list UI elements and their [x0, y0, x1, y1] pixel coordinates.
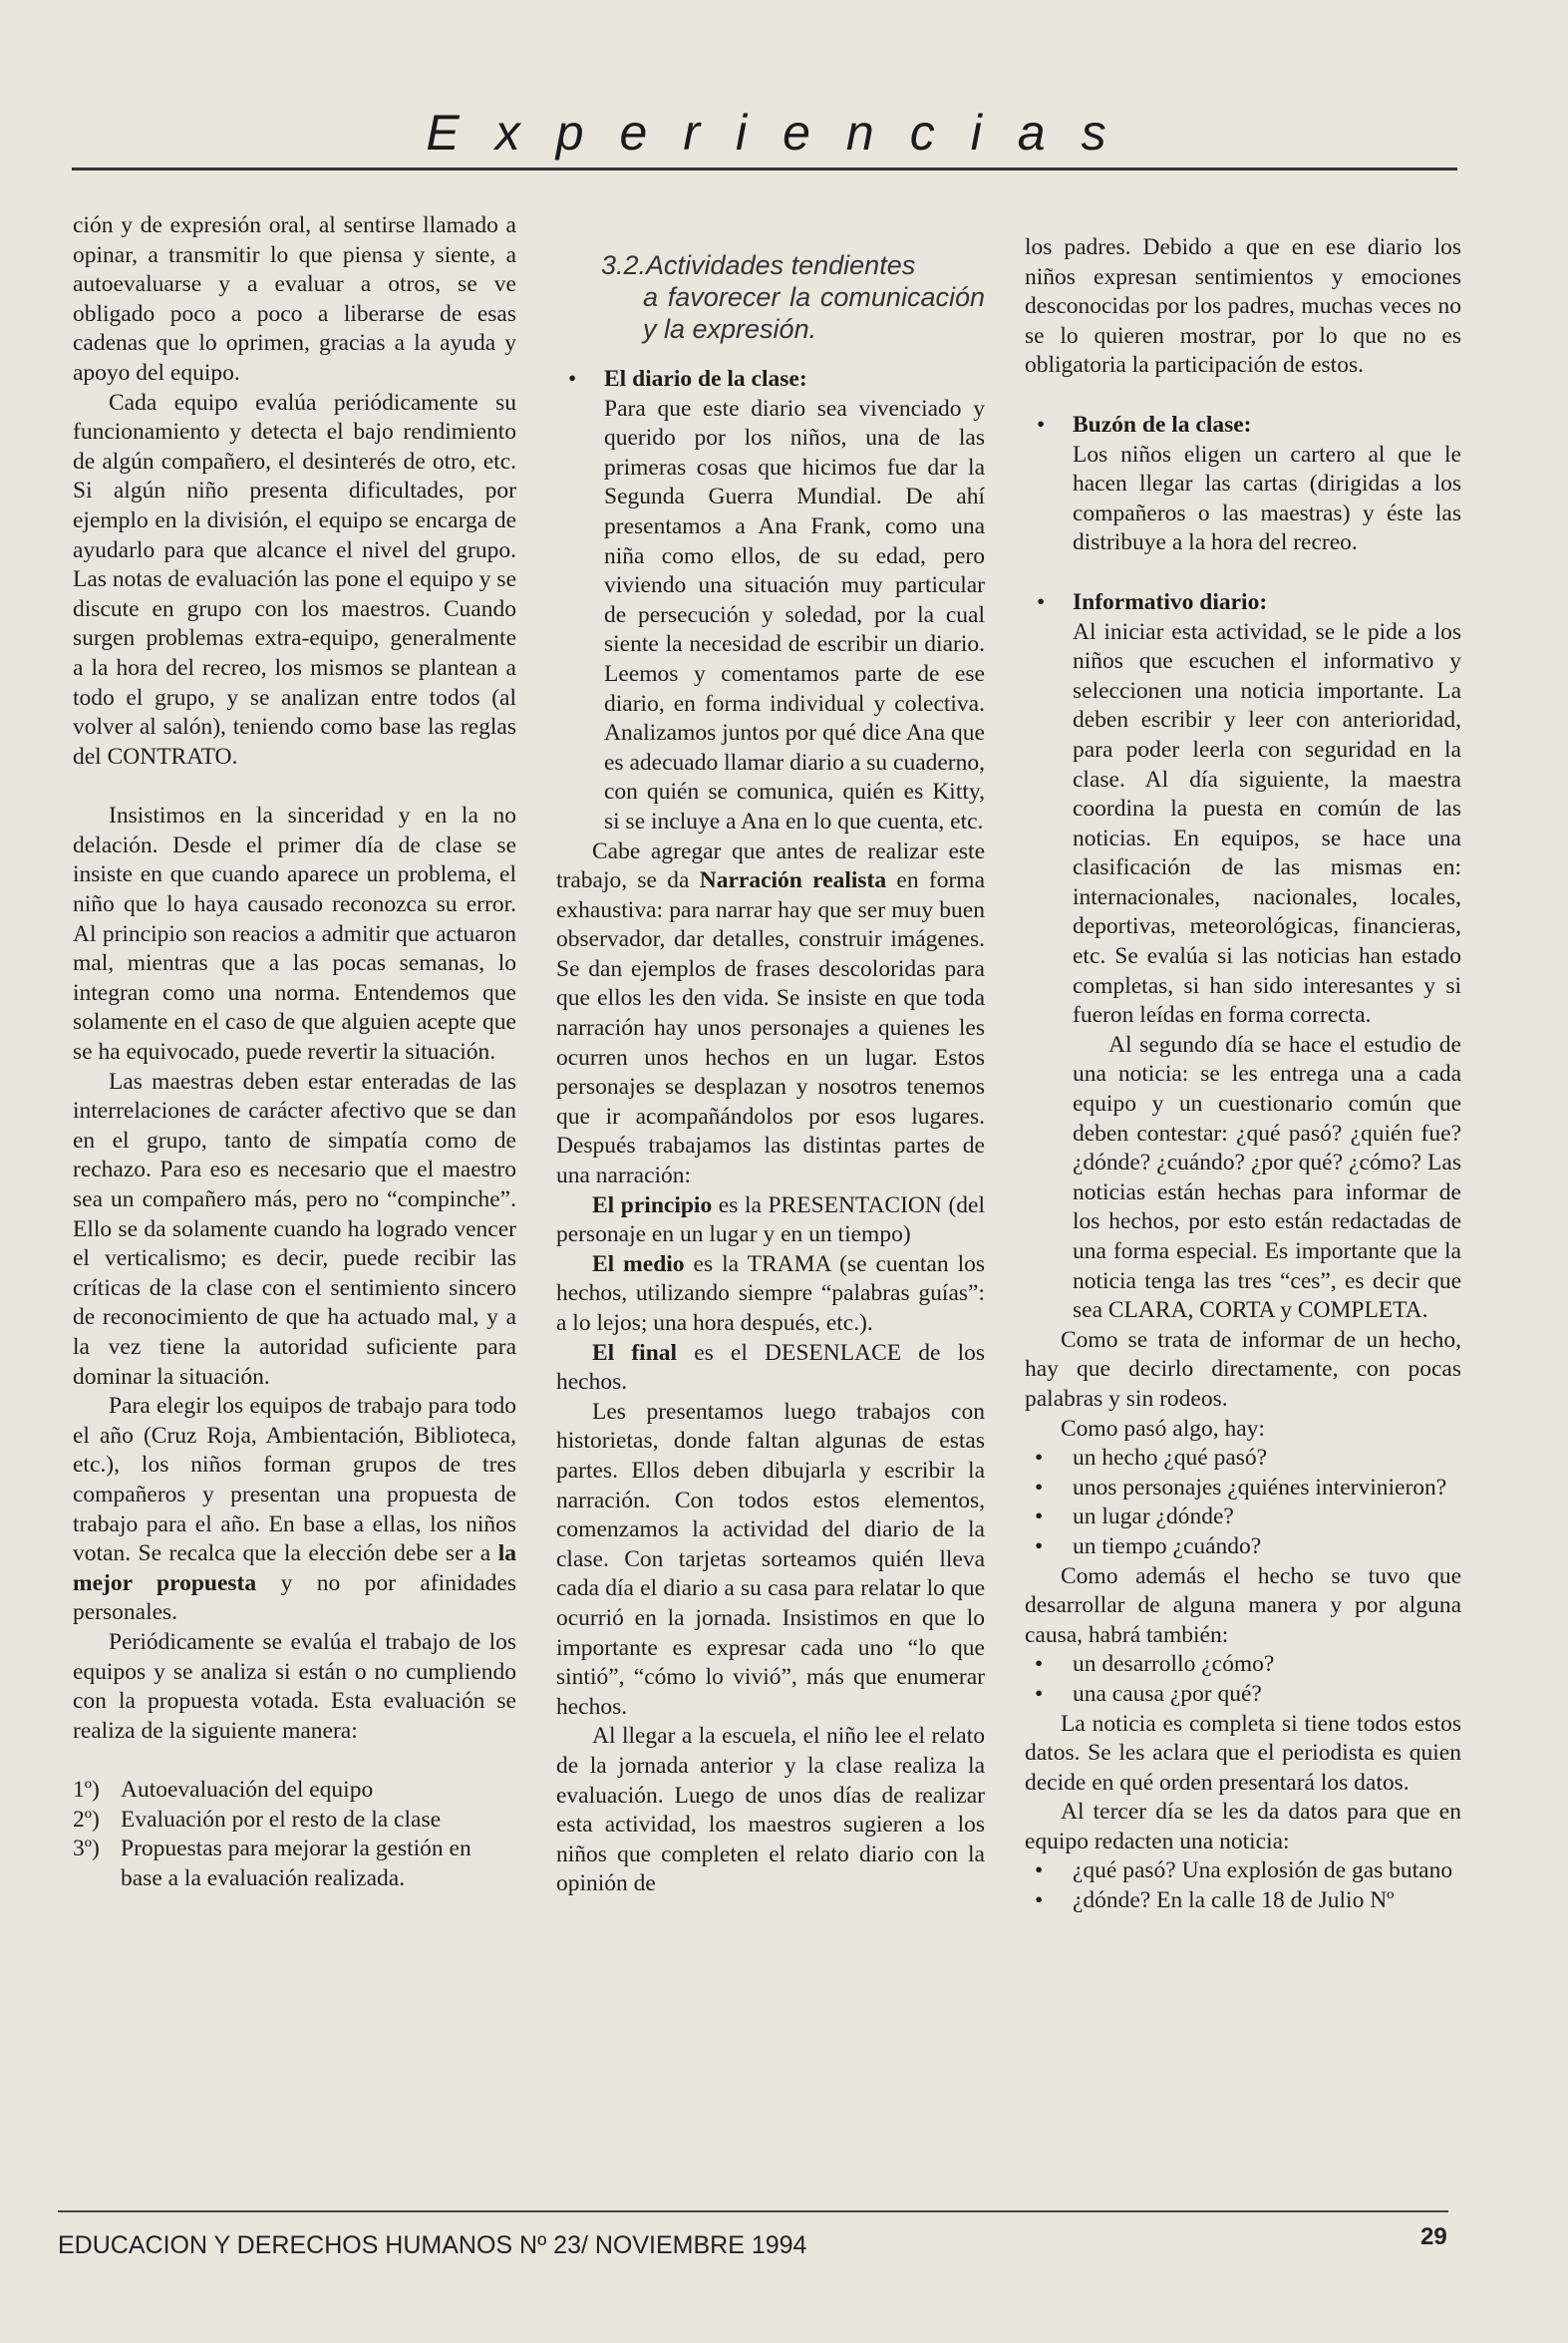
list-item: • una causa ¿por qué? — [1035, 1680, 1262, 1707]
paragraph: Al segundo día se hace el estudio de una noticia: se les entrega una a cada equipo y un cuestionario común que deben contestar: ¿qué pasó? ¿quién fue? ¿dónde? ¿cuándo? ¿por qué? ¿cómo? Las noticias están hechas para informar de los hechos, por esto están redactadas de una forma especial. Es importante que la noticia tenga las tres “ces”, es decir que sea CLARA, CORTA y COMPLETA. — [1073, 1031, 1461, 1324]
list-item: • un lugar ¿dónde? — [1035, 1504, 1234, 1530]
paragraph: Para elegir los equipos de trabajo para todo el año (Cruz Roja, Ambientación, Biblioteca, etc.), los niños forman grupos de tres compañeros y presentan una propuesta de trabajo para el año. En base a ellas, los niños votan. Se recalca que la elección debe ser a la mejor propuesta y no por afinidades personales. — [73, 1393, 516, 1626]
emphasis: la mejor propuesta — [73, 1540, 516, 1596]
paragraph: El principio es la PRESENTACION (del personaje en un lugar y en un tiempo) — [556, 1191, 985, 1248]
list-item: • unos personajes ¿quiénes intervinieron? — [1035, 1474, 1447, 1501]
paragraph: Para que este diario sea vivenciado y querido por los niños, una de las primeras cosas que hicimos fue dar la Segunda Guerra Mundial. De ahí presentamos a Ana Frank, como una niña como ellos, de su edad, pero viviendo una situación muy particular de persecución y soledad, por la cual siente la necesidad de escribir un diario. Leemos y comentamos parte de ese diario, en forma individual y colectiva. Analizamos juntos por qué dice Ana que es adecuado llamar diario a su cuaderno, con quién se comunica, quién es Kitty, si se incluye a Ana en lo que cuenta, etc. — [604, 395, 985, 835]
paragraph: El medio es la TRAMA (se cuentan los hechos, utilizando siempre “palabras guías”: a lo lejos; una hora después, etc.). — [556, 1250, 986, 1336]
paragraph: Al iniciar esta actividad, se le pide a los niños que escuchen el informativo y seleccionen una noticia importante. La deben escribir y leer con anterioridad, para poder leerla con seguridad en la clase. Al día siguiente, la maestra coordina la puesta en común de las noticias. En equipos, se hace una clasificación de las mismas en: internacionales, nacionales, locales, deportivas, meteorológicas, financieras, etc. Se evalúa si las noticias han estado completas, si han sido interesantes y si fueron leídas en forma correcta. — [1073, 618, 1461, 1029]
list-item: • un tiempo ¿cuándo? — [1035, 1532, 1262, 1559]
paragraph: Cabe agregar que antes de realizar este trabajo, se da Narración realista en forma exhaustiva: para narrar hay que ser muy buen observador, dar detalles, construir imágenes. Se dan ejemplos de frases descoloridas para que ellos les den vida. Se insiste en que toda narración hay unos personajes a quienes les ocurren unos hechos en un lugar. Estos personajes se desplazan y nosotros tenemos que ir acompañándolos por esos lugares. Después trabajamos las distintas partes de una narración: — [556, 837, 985, 1189]
column-1 — [73, 211, 516, 1894]
column-3 — [1025, 233, 1461, 1916]
column-2 — [556, 249, 985, 1899]
paragraph: Las maestras deben estar enteradas de las interrelaciones de carácter afectivo que se dan en el grupo, tanto de simpatía como de rechazo. Para eso es necesario que el maestro sea un compañero más, pero no “compinche”. Ello se da solamente cuando ha logrado vencer el verticalismo; es decir, puede recibir las críticas de la clase con el sentimiento sincero de reconocimiento de que ha actuado mal, y a la vez tiene la autoridad suficiente para dominar la situación. — [73, 1068, 516, 1390]
paragraph: ción y de expresión oral, al sentirse llamado a opinar, a transmitir lo que piensa y siente, a autoevaluarse y a evaluar a otros, se ve obligado poco a poco a liberarse de esas cadenas que lo oprimen, gracias a la ayuda y apoyo del equipo. — [73, 212, 516, 386]
paragraph: Los niños eligen un cartero al que le hacen llegar las cartas (dirigidas a los compañeros o las maestras) y éste las distribuye a la hora del recreo. — [1073, 441, 1461, 556]
paragraph: Insistimos en la sinceridad y en la no delación. Desde el primer día de clase se insiste en que cuando aparece un problema, el niño que lo haya causado reconozca su error. Al principio son reacios a admitir que actuaron mal, mientras que a las pocas semanas, lo integran como una norma. Entendemos que solamente en el caso de que alguien acepte que se ha equivocado, puede revertir la situación. — [73, 803, 516, 1066]
paragraph: Como además el hecho se tuvo que desarrollar de alguna manera y por alguna causa, habrá también: — [1025, 1562, 1461, 1648]
paragraph: Cada equipo evalúa periódicamente su funcionamiento y detecta el bajo rendimiento de algún compañero, el desinterés de otro, etc. Si algún niño presenta dificultades, por ejemplo en la división, el equipo se encarga de ayudarlo para que alcance el nivel del grupo. Las notas de evaluación las pone el equipo y se discute en grupo con los maestros. Cuando surgen problemas extra-equipo, generalmente a la hora del recreo, los mismos se plantean a todo el grupo, y se analizan entre todos (al volver al salón), teniendo como base las reglas del CONTRATO. — [73, 389, 516, 770]
list-item: 1º) Autoevaluación del equipo — [73, 1777, 374, 1804]
list-item: • Informativo diario: Al iniciar esta actividad, se le pide a los niños que escuchen el informativo y seleccionen una noticia importante. La deben escribir y leer con anterioridad, para poder leerla con seguridad en la clase. Al día siguiente, la maestra coordina la puesta en común de las noticias. En equipos, se hace una clasificación de las mismas en: internacionales, nacionales, locales, deportivas, meteorológicas, financieras, etc. Se evalúa si las noticias han estado completas, si han sido interesantes y si fueron leídas en forma correcta. Al segundo día se hace el estudio de una noticia: se les entrega una a cada equipo y un cuestionario común que deben contestar: ¿qué pasó? ¿quién fue? ¿dónde? ¿cuándo? ¿por qué? ¿cómo? Las noticias están hechas para informar de los hechos, por esto están redactadas de una forma especial. Es importante que la noticia tenga las tres “ces”, es decir que sea CLARA, CORTA y COMPLETA. — [1025, 588, 1461, 1326]
paragraph: El final es el DESENLACE de los hechos. — [556, 1339, 985, 1396]
paragraph: La noticia es completa si tiene todos estos datos. Se les aclara que el periodista es quien decide en qué orden presentará los datos. — [1025, 1710, 1461, 1796]
bullet-icon: • — [1037, 411, 1046, 438]
page-number: 29 — [1420, 2223, 1447, 2250]
list-item: • ¿dónde? En la calle 18 de Julio Nº — [1035, 1887, 1395, 1914]
list-item: • un hecho ¿qué pasó? — [1035, 1445, 1268, 1472]
list-item: • un desarrollo ¿cómo? — [1035, 1651, 1275, 1678]
list-item: • El diario de la clase: Para que este diario sea vivenciado y querido por los niños, una de las primeras cosas que hicimos fue dar la Segunda Guerra Mundial. De ahí presentamos a Ana Frank, como una niña como ellos, de su edad, pero viviendo una situación muy particular de persecución y soledad, por la cual siente la necesidad de escribir un diario. Leemos y comentamos parte de ese diario, en forma individual y colectiva. Analizamos juntos por qué dice Ana que es adecuado llamar diario a su cuaderno, con quién se comunica, quién es Kitty, si se incluye a Ana en lo que cuenta, etc. — [556, 365, 985, 837]
publication-footer: EDUCACION Y DERECHOS HUMANOS Nº 23/ NOVIEMBRE 1994 — [58, 2231, 807, 2259]
list-item: • Buzón de la clase: Los niños eligen un cartero al que le hacen llegar las cartas (dirigidas a los compañeros o las maestras) y éste las distribuye a la hora del recreo. — [1025, 411, 1461, 558]
section-heading: 3.2.Actividades tendientes a favorecer la comunicación y la expresión. — [601, 250, 985, 344]
header-divider — [72, 167, 1457, 170]
list-item: 3º) Propuestas para mejorar la gestión en base a la evaluación realizada. — [73, 1836, 471, 1892]
bullet-icon: • — [1037, 588, 1046, 615]
paragraph: Les presentamos luego trabajos con historietas, donde faltan algunas de estas partes. Ellos deben dibujarla y escribir la narración. Con todos estos elementos, comenzamos la actividad del diario de la clase. Con tarjetas sorteamos quién lleva cada día el diario a su casa para relatar lo que ocurrió en la jornada. Insistimos en que lo importante es expresar cada uno “lo que sintió”, “cómo lo vivió”, más que enumerar hechos. — [556, 1398, 985, 1720]
list-item: 2º) Evaluación por el resto de la clase — [73, 1806, 442, 1833]
paragraph: Como pasó algo, hay: — [1061, 1415, 1265, 1442]
paragraph: Al llegar a la escuela, el niño lee el relato de la jornada anterior y la clase realiza la evaluación. Luego de unos días de realizar esta actividad, los maestros sugieren a los niños que completen el relato diario con la opinión de — [556, 1723, 985, 1897]
list-item: • ¿qué pasó? Una explosión de gas butano — [1035, 1857, 1453, 1884]
paragraph: Como se trata de informar de un hecho, hay que decirlo directamente, con pocas palabras y sin rodeos. — [1025, 1326, 1461, 1412]
footer-divider — [58, 2210, 1448, 2212]
paragraph: Periódicamente se evalúa el trabajo de los equipos y se analiza si están o no cumpliendo con la propuesta votada. Esta evaluación se realiza de la siguiente manera: — [73, 1628, 516, 1744]
bullet-icon: • — [568, 366, 577, 392]
paragraph: Al tercer día se les da datos para que en equipo redacten una noticia: — [1025, 1799, 1461, 1854]
paragraph: los padres. Debido a que en ese diario los niños expresan sentimientos y emociones desconocidas por los padres, muchas veces no se lo quieren mostrar, por lo que no es obligatoria la participación de estos. — [1025, 234, 1461, 379]
section-title: Experiencias — [426, 105, 1142, 161]
